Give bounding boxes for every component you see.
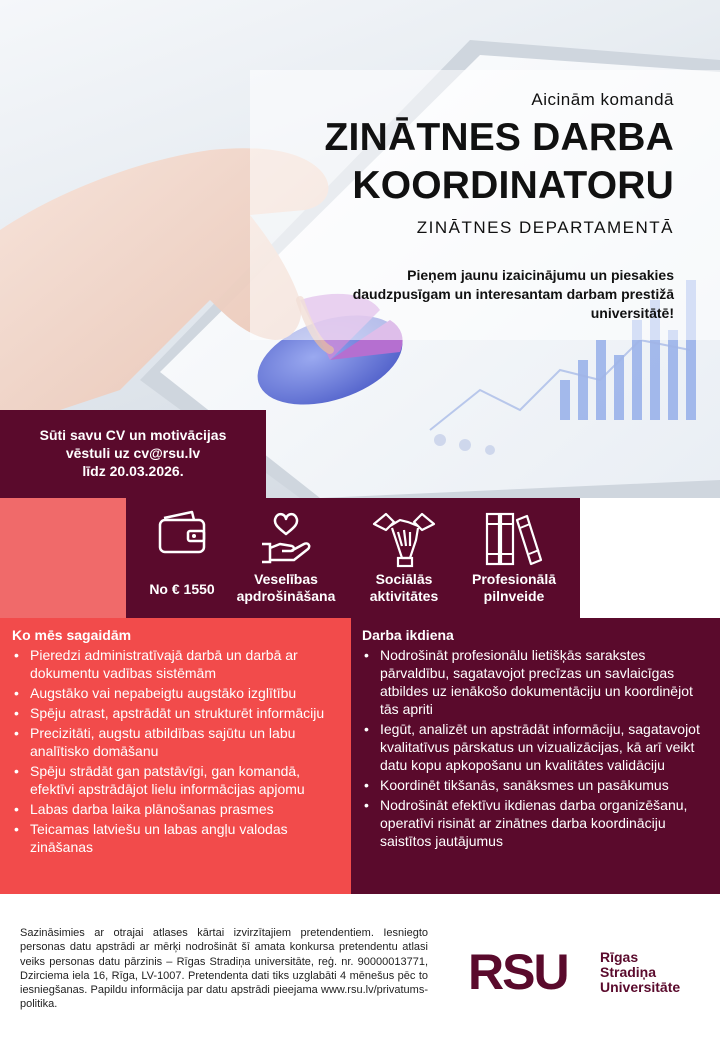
list-item: • Nodrošināt efektīvu ikdienas darba organizēšanu, operatīvi risināt ar zinātnes darba koordināciju saistītos jautājumus (362, 796, 710, 850)
job-title-line-1: ZINĀTNES DARBA (324, 116, 674, 159)
benefit-health-label: Veselības apdrošināšana (236, 571, 336, 604)
cv-line-2[interactable]: vēstuli uz cv@rsu.lv (65, 445, 201, 461)
cv-submission-box (0, 410, 266, 498)
list-item: • Nodrošināt profesionālu lietišķās sarakstes pārvaldību, sagatavojot precīzas un savlaicīgas atbildes uz ienākošo dokumentāciju un koordinējot tās apriti (362, 646, 710, 718)
benefit-professional-development (452, 498, 576, 618)
rsu-logo (468, 944, 698, 1000)
benefit-salary (126, 498, 238, 618)
wallet-icon (156, 510, 208, 556)
benefit-social-activities (348, 498, 460, 618)
list-item: • Teicamas latviešu un labas angļu valodas zināšanas (12, 820, 339, 856)
benefit-training-label: Profesionālā pilnveide (471, 571, 557, 604)
cv-line-1: Sūti savu CV un motivācijas (39, 427, 227, 443)
invite-text: Aicinām komandā (531, 90, 674, 109)
logo-name-line-3: Universitāte (600, 979, 681, 995)
benefit-health-insurance (224, 498, 348, 618)
logo-name-line-2: Stradiņa (600, 964, 657, 980)
department-text: ZINĀTNES DEPARTAMENTĀ (416, 218, 674, 237)
privacy-notice: Sazināsimies ar otrajai atlases kārtai izvirzītajiem pretendentiem. Iesniegto personas datu apstrādi ar mērķi nodrošināt šī amata konkursa pretendentu atlasi veiks personas datu pārzinis – Rīgas Stradiņa universitāte, reģ. nr. 90000013771, Dzirciema iela 16, Rīga, LV-1007. Pretendenta dati tiks uzglabāti 4 mēnešus pēc to iesniegšanas. Papildu informācija par datu apstrādi pieejama www.rsu.lv/privatums-politika. (20, 927, 428, 1011)
heart-hand-icon (258, 510, 314, 566)
requirements-title: Ko mēs sagaidām (12, 627, 132, 643)
list-item: • Augstāko vai nepabeigtu augstāko izglītību (12, 684, 339, 702)
duties-title: Darba ikdiena (362, 627, 454, 643)
logo-name-line-1: Rīgas (600, 949, 639, 965)
list-item: • Iegūt, analizēt un apstrādāt informāciju, sagatavojot kvalitatīvus pārskatus un vizualizācijas, kā arī veikt datu kopu apkopošanu un kvalitātes validāciju (362, 720, 710, 774)
tagline-text: Pieņem jaunu izaicinājumu un piesakies daudzpusīgam un interesantam darbam prestižā universitātē! (352, 267, 674, 321)
requirements-section (0, 618, 351, 894)
logo-mark: RSU (468, 944, 568, 1000)
list-item: • Spēju strādāt gan patstāvīgi, gan komandā, efektīvi apstrādājot lielu informācijas apjomu (12, 762, 339, 798)
duties-list (362, 646, 710, 850)
cv-deadline: līdz 20.03.2026. (82, 463, 184, 479)
benefit-salary-label: No € 1550 (149, 581, 215, 597)
books-icon (483, 510, 545, 566)
list-item: • Pieredzi administratīvajā darbā un darbā ar dokumentu vadības sistēmām (12, 646, 339, 682)
requirements-list (12, 646, 339, 856)
list-item: • Labas darba laika plānošanas prasmes (12, 800, 339, 818)
duties-section (351, 618, 720, 894)
job-title-line-2: KOORDINATORU (352, 164, 674, 207)
list-item: • Koordinēt tikšanās, sanāksmes un pasākumus (362, 776, 710, 794)
logo-university-name (600, 950, 680, 995)
benefit-social-label: Sociālās aktivitātes (369, 571, 439, 604)
team-hands-icon (372, 510, 436, 568)
list-item: • Spēju atrast, apstrādāt un strukturēt informāciju (12, 704, 339, 722)
list-item: • Precizitāti, augstu atbildības sajūtu un labu analītisko domāšanu (12, 724, 339, 760)
benefits-strip (126, 498, 580, 618)
decorative-block (0, 498, 126, 618)
